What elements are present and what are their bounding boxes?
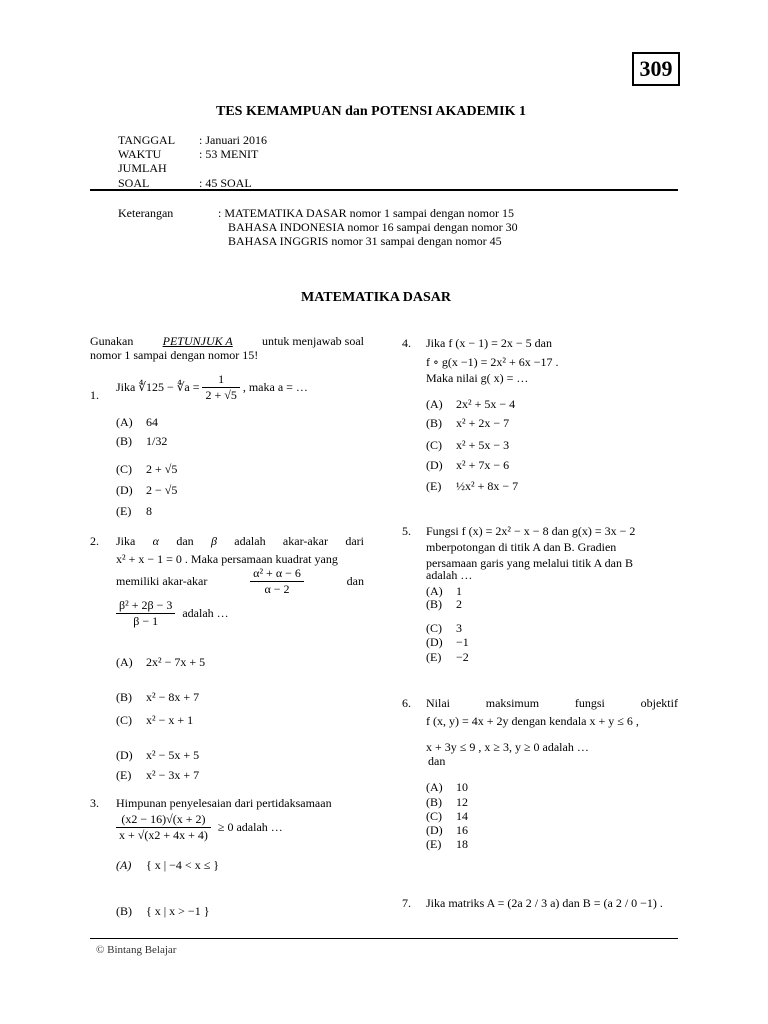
q6-line2: f (x, y) = 4x + 2y dengan kendala x + y ≤ 6 , xyxy=(426,714,639,728)
q2-line3-post: dan xyxy=(346,574,364,588)
document-title: TES KEMAMPUAN dan POTENSI AKADEMIK 1 xyxy=(216,104,526,119)
frac-den: β − 1 xyxy=(133,614,159,628)
q2-fraction-2 xyxy=(116,598,175,629)
word: maksimum xyxy=(485,696,540,710)
option-label: (A) xyxy=(116,655,133,669)
option-row xyxy=(426,458,509,473)
option-text: x² + 5x − 3 xyxy=(456,438,510,452)
q4-stem xyxy=(426,336,559,385)
q1-stem xyxy=(116,372,308,403)
option-row xyxy=(426,837,468,852)
option-label: (B) xyxy=(426,597,442,611)
option-text: −2 xyxy=(456,650,469,664)
option-row xyxy=(426,635,469,650)
option-label: (B) xyxy=(426,416,442,430)
q5-line1: Fungsi f (x) = 2x² − x − 8 dan g(x) = 3x − 2 xyxy=(426,524,636,538)
meta-key: WAKTU xyxy=(118,147,162,161)
option-label: (E) xyxy=(426,837,442,851)
option-row xyxy=(426,650,469,665)
q1-fraction xyxy=(202,372,239,403)
option-text: 1/32 xyxy=(146,434,168,448)
option-row xyxy=(116,904,209,919)
q5-line2: mberpotongan di titik A dan B. Gradien xyxy=(426,540,617,554)
q2-fraction-2-row xyxy=(116,598,229,629)
frac-den: α − 2 xyxy=(264,582,290,596)
frac-num: α² + α − 6 xyxy=(250,566,304,582)
option-row xyxy=(116,655,205,670)
option-row xyxy=(116,434,167,449)
intro-text xyxy=(90,334,364,362)
option-row xyxy=(116,690,199,705)
option-text: 2 + √5 xyxy=(146,462,178,476)
word: β xyxy=(210,534,217,548)
option-label: (B) xyxy=(116,690,132,704)
option-text: x² − 5x + 5 xyxy=(146,748,200,762)
option-row xyxy=(426,621,462,636)
intro-line2: nomor 1 sampai dengan nomor 15! xyxy=(90,348,259,362)
q4-line2: f ∘ g(x −1) = 2x² + 6x −17 . xyxy=(426,355,559,369)
q2-line1 xyxy=(116,534,364,548)
footer-left: © Bintang Belajar xyxy=(96,944,177,956)
question-number: 2. xyxy=(90,534,99,548)
option-label: (B) xyxy=(116,904,132,918)
q4-line3: Maka nilai g( x) = … xyxy=(426,371,529,385)
option-label: (E) xyxy=(116,768,132,782)
meta-key: TANGGAL xyxy=(118,133,176,147)
option-label: (E) xyxy=(426,479,442,493)
option-text: 16 xyxy=(456,823,468,837)
option-text: 2 xyxy=(456,597,462,611)
option-label: (A) xyxy=(426,397,443,411)
option-label: (E) xyxy=(116,504,132,518)
keterangan-lines xyxy=(218,206,518,248)
option-text: 14 xyxy=(456,809,468,823)
q6-stem xyxy=(426,696,678,768)
option-label: (D) xyxy=(116,483,133,497)
option-row xyxy=(426,823,468,838)
option-text: 2x² − 7x + 5 xyxy=(146,655,206,669)
frac-num: β² + 2β − 3 xyxy=(116,598,175,614)
meta-key: JUMLAH SOAL xyxy=(118,161,167,190)
q6-line3: x + 3y ≤ 9 , x ≥ 3, y ≥ 0 adalah … xyxy=(426,740,589,754)
option-label: (A) xyxy=(426,584,443,598)
option-text: 8 xyxy=(146,504,152,518)
option-row xyxy=(116,713,193,728)
option-label: (C) xyxy=(426,438,442,452)
footer-divider xyxy=(90,938,678,939)
q1-tail: , maka a = … xyxy=(242,380,308,394)
word: fungsi xyxy=(574,696,605,710)
option-row xyxy=(116,768,199,783)
option-text: x² − 3x + 7 xyxy=(146,768,200,782)
option-row xyxy=(426,397,515,412)
option-text: 2 − √5 xyxy=(146,483,178,497)
word: dan xyxy=(176,534,194,548)
option-label: (A) xyxy=(116,858,132,872)
word: Jika xyxy=(116,534,136,548)
option-row xyxy=(116,504,152,519)
option-row xyxy=(426,438,509,453)
question-number: 6. xyxy=(402,696,411,710)
q6-line3b: dan xyxy=(428,754,446,768)
keterangan-label: Keterangan xyxy=(118,206,174,220)
option-label: (A) xyxy=(116,415,133,429)
word: Nilai xyxy=(426,696,450,710)
option-label: (B) xyxy=(426,795,442,809)
meta-row-count xyxy=(118,161,252,191)
question-number: 1. xyxy=(90,388,99,402)
q1-frac-num: 1 xyxy=(202,372,239,388)
intro-post: untuk menjawab soal xyxy=(262,334,364,348)
option-text: x² + 2x − 7 xyxy=(456,416,510,430)
option-label: (D) xyxy=(116,748,133,762)
word: objektif xyxy=(640,696,678,710)
keterangan-line: : MATEMATIKA DASAR nomor 1 sampai dengan nomor 15 xyxy=(218,206,514,220)
option-row xyxy=(116,462,177,477)
keterangan-line: BAHASA INGGRIS nomor 31 sampai dengan nomor 45 xyxy=(228,234,502,248)
keterangan-line: BAHASA INDONESIA nomor 16 sampai dengan nomor 30 xyxy=(228,220,518,234)
meta-value: : 53 MENIT xyxy=(199,147,259,161)
option-text: 18 xyxy=(456,837,468,851)
option-label: (C) xyxy=(116,713,132,727)
header-divider xyxy=(90,189,678,191)
q3-line1: Himpunan penyelesaian dari pertidaksamaan xyxy=(116,796,332,810)
q3-expression xyxy=(116,812,283,843)
frac-num: (x2 − 16)√(x + 2) xyxy=(116,812,211,828)
q1-text: Jika ∜125 − ∜a = xyxy=(116,380,200,394)
q4-line1: Jika f (x − 1) = 2x − 5 dan xyxy=(426,336,552,350)
option-row xyxy=(426,780,468,795)
q2-fraction-1 xyxy=(250,566,304,597)
word: α xyxy=(152,534,159,548)
q2-line3 xyxy=(116,566,364,597)
q2-line3-pre: memiliki akar-akar xyxy=(116,574,208,588)
option-text: { x | x > −1 } xyxy=(146,904,210,918)
option-label: (D) xyxy=(426,458,443,472)
option-row xyxy=(426,479,518,494)
page-number: 309 xyxy=(632,52,680,86)
section-title: MATEMATIKA DASAR xyxy=(301,290,451,305)
q3-fraction xyxy=(116,812,211,843)
q5-line3: persamaan garis yang melalui titik A dan B xyxy=(426,556,633,570)
q5-line4: adalah … xyxy=(426,568,473,582)
option-text: 64 xyxy=(146,415,158,429)
option-row xyxy=(426,597,462,612)
option-text: x² − 8x + 7 xyxy=(146,690,200,704)
option-row xyxy=(426,416,509,431)
option-row xyxy=(116,415,158,430)
option-row xyxy=(116,858,219,873)
question-number: 4. xyxy=(402,336,411,350)
meta-value: : Januari 2016 xyxy=(199,133,267,147)
meta-row-date xyxy=(118,133,267,148)
option-label: (B) xyxy=(116,434,132,448)
option-row xyxy=(116,483,177,498)
option-label: (D) xyxy=(426,635,443,649)
q7-text: Jika matriks A = (2a 2 / 3 a) dan B = (a 2 / 0 −1) . xyxy=(426,896,663,910)
question-number: 7. xyxy=(402,896,411,910)
option-label: (E) xyxy=(426,650,442,664)
q3-tail: ≥ 0 adalah … xyxy=(217,820,283,834)
option-text: { x | −4 < x ≤ } xyxy=(146,858,220,872)
option-label: (D) xyxy=(426,823,443,837)
option-label: (C) xyxy=(426,809,442,823)
q1-frac-den: 2 + √5 xyxy=(205,388,237,402)
question-number: 3. xyxy=(90,796,99,810)
option-text: x² + 7x − 6 xyxy=(456,458,510,472)
q2-tail: adalah … xyxy=(182,606,229,620)
option-text: 10 xyxy=(456,780,468,794)
option-text: 2x² + 5x − 4 xyxy=(456,397,516,411)
q2-stem xyxy=(116,534,364,566)
option-text: 1 xyxy=(456,584,462,598)
option-text: −1 xyxy=(456,635,469,649)
word: akar-akar xyxy=(282,534,328,548)
q6-line1 xyxy=(426,696,678,710)
option-label: (C) xyxy=(116,462,132,476)
option-label: (C) xyxy=(426,621,442,635)
meta-value: : 45 SOAL xyxy=(199,176,252,190)
option-text: ½x² + 8x − 7 xyxy=(456,479,519,493)
option-text: 3 xyxy=(456,621,462,635)
q5-stem xyxy=(426,524,678,580)
meta-row-time xyxy=(118,147,258,162)
option-text: x² − x + 1 xyxy=(146,713,194,727)
option-label: (A) xyxy=(426,780,443,794)
frac-den: x + √(x2 + 4x + 4) xyxy=(119,828,208,842)
intro-link: PETUNJUK A xyxy=(162,334,233,348)
word: dari xyxy=(345,534,364,548)
q2-line2: x² + x − 1 = 0 . Maka persamaan kuadrat yang xyxy=(116,552,338,566)
intro-pre: Gunakan xyxy=(90,334,134,348)
option-row xyxy=(426,795,468,810)
option-row xyxy=(426,809,468,824)
option-text: 12 xyxy=(456,795,468,809)
question-number: 5. xyxy=(402,524,411,538)
option-row xyxy=(116,748,199,763)
word: adalah xyxy=(234,534,266,548)
